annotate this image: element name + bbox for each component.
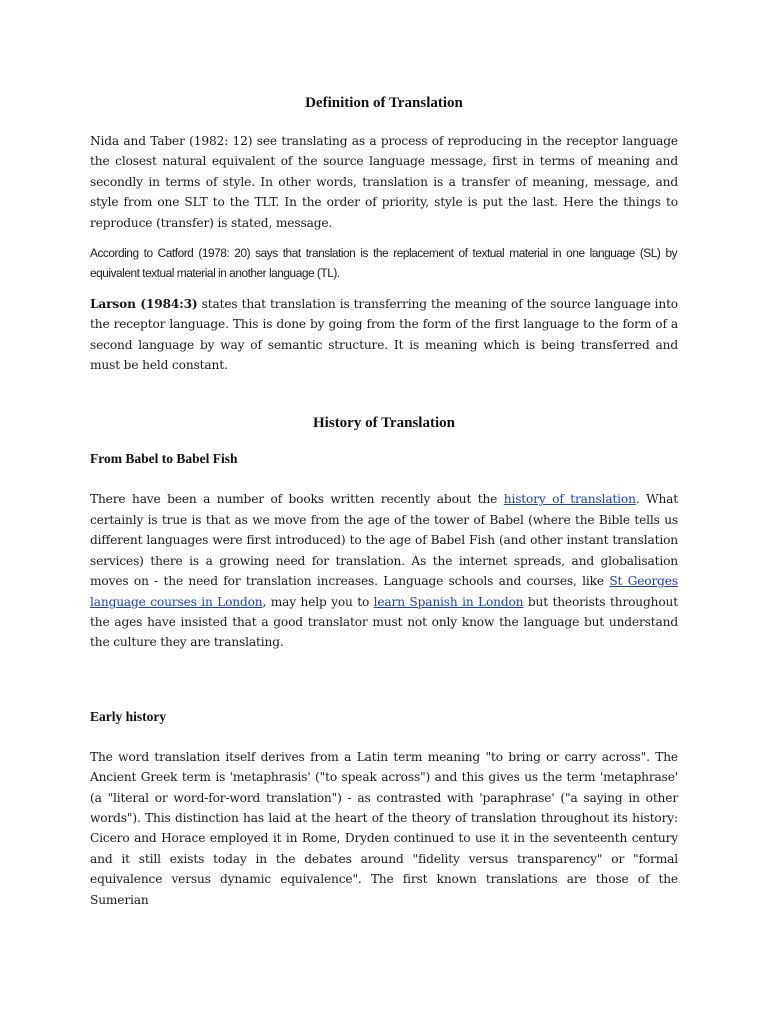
document-page [90, 90, 678, 920]
learn-spanish-link[interactable]: learn Spanish in London [373, 594, 524, 609]
larson-text: states that translation is transferring the meaning of the source language into the receptor language. This is done by going from the form of the first language to the form of a second language by way of semantic structure. It is meaning which is being transferred and must be held constant. [90, 296, 678, 373]
early-history-subheading: Early history [90, 708, 167, 724]
history-heading: History of Translation [313, 415, 455, 432]
early-history-paragraph: The word translation itself derives from a Latin term meaning "to bring or carry across". The Ancient Greek term is 'metaphrasis' ("to speak across") and this gives us the term 'metaphrase' (a "literal or word-for-word translation") - as contrasted with 'paraphrase' ("a saying in other words"). This distinction has laid at the heart of the theory of translation throughout its history: Cicero and Horace employed it in Rome, Dryden continued to use it in the seventeenth century and it still exists today in the debates around "fidelity versus transparency" or "formal equivalence versus dynamic equivalence". The first known translations are those of the Sumerian [90, 749, 678, 907]
larson-citation: Larson (1984:3) [90, 296, 198, 311]
babel-subheading: From Babel to Babel Fish [90, 451, 238, 467]
larson-paragraph [90, 294, 678, 376]
babel-text-1: There have been a number of books written recently about the [90, 492, 504, 507]
babel-text-2: . What certainly is true is that as we move from the age of the tower of Babel (where the Bible tells us different languages were first introduced) to the age of Babel Fish (and other instant translation services) there is a growing need for translation. As the internet spreads, and globalisation moves on - the need for translation increases. Language schools and courses, like [90, 492, 679, 589]
definition-heading: Definition of Translation [305, 95, 463, 111]
catford-paragraph: According to Catford (1978: 20) says that translation is the replacement of textual material in one language (SL) by equivalent textual material in another language (TL). [90, 246, 678, 281]
nida-taber-paragraph: Nida and Taber (1982: 12) see translating as a process of reproducing in the receptor language the closest natural equivalent of the source language message, first in terms of meaning and secondly in terms of style. In other words, translation is a transfer of meaning, message, and style from one SLT to the TLT. In the order of priority, style is put the last. Here the things to reproduce (transfer) is stated, message. [90, 134, 678, 230]
st-georges-link[interactable]: St Georges language courses in London [90, 574, 678, 609]
babel-text-4: but theorists throughout the ages have insisted that a good translator must not only know the language but understand the culture they are translating. [90, 594, 678, 650]
babel-paragraph [90, 489, 678, 652]
babel-text-3: , may help you to [262, 594, 374, 609]
history-of-translation-link[interactable]: history of translation [503, 492, 636, 507]
